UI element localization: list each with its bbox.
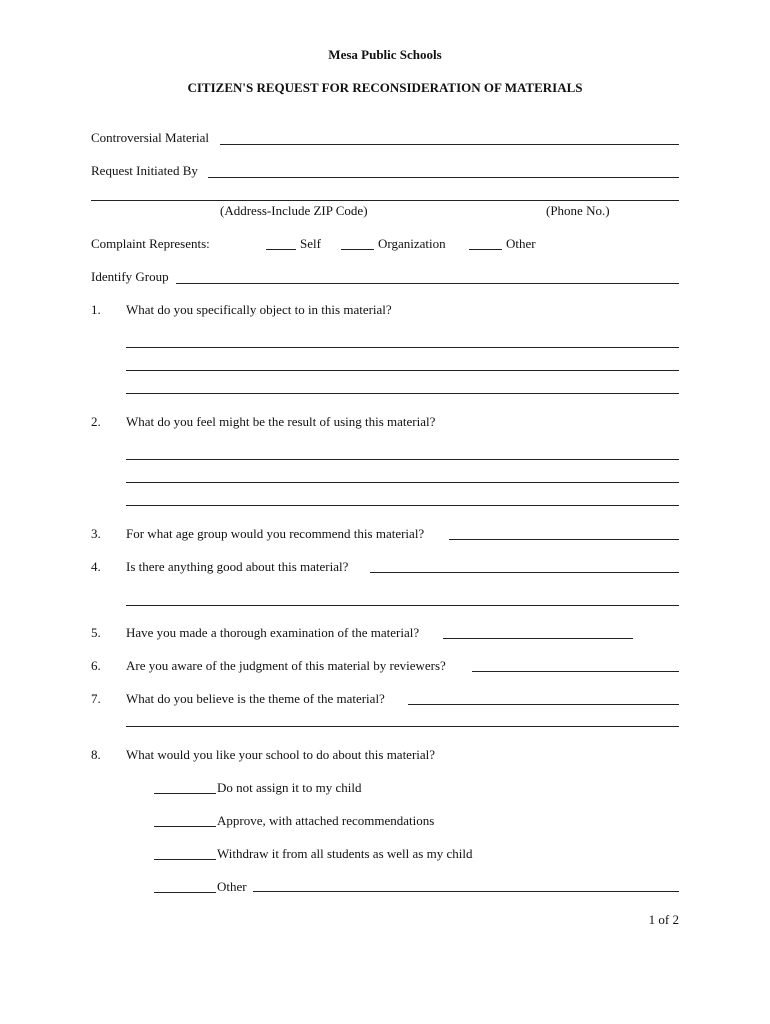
question-number: 6. [91, 658, 101, 673]
choice-check-blank[interactable] [154, 793, 216, 794]
answer-line[interactable] [126, 505, 679, 506]
answer-line[interactable] [443, 638, 633, 639]
request-initiated-by-label: Request Initiated By [91, 163, 198, 178]
request-initiated-by-field[interactable] [208, 177, 679, 178]
question-text: Have you made a thorough examination of the material? [126, 625, 420, 640]
answer-line[interactable] [126, 393, 679, 394]
self-check-blank[interactable] [266, 249, 296, 250]
answer-line[interactable] [126, 482, 679, 483]
identify-group-field[interactable] [176, 283, 679, 284]
choice-label: Withdraw it from all students as well as my child [217, 846, 473, 861]
choice-label: Approve, with attached recommendations [217, 813, 435, 828]
question-number: 5. [91, 625, 101, 640]
answer-line[interactable] [126, 605, 679, 606]
other-choice-field[interactable] [253, 891, 679, 892]
answer-line[interactable] [370, 572, 679, 573]
question-text: What do you feel might be the result of using this material? [126, 414, 436, 429]
question-number: 8. [91, 747, 101, 762]
form-title: CITIZEN'S REQUEST FOR RECONSIDERATION OF MATERIALS [187, 80, 583, 95]
answer-line[interactable] [449, 539, 679, 540]
answer-line[interactable] [126, 726, 679, 727]
question-text: What would you like your school to do about this material? [126, 747, 436, 762]
question-text: Is there anything good about this material? [126, 559, 349, 574]
phone-caption: (Phone No.) [546, 203, 610, 218]
question-number: 7. [91, 691, 101, 706]
question-text: What do you believe is the theme of the material? [126, 691, 385, 706]
complaint-represents-label: Complaint Represents: [91, 236, 210, 251]
choice-label: Do not assign it to my child [217, 780, 362, 795]
answer-line[interactable] [472, 671, 679, 672]
answer-line[interactable] [126, 459, 679, 460]
question-text: Are you aware of the judgment of this material by reviewers? [126, 658, 446, 673]
choice-check-blank[interactable] [154, 826, 216, 827]
organization-option-label: Organization [378, 236, 446, 251]
question-number: 4. [91, 559, 101, 574]
address-phone-field[interactable] [91, 200, 679, 201]
controversial-material-label: Controversial Material [91, 130, 210, 145]
question-number: 2. [91, 414, 101, 429]
choice-label: Other [217, 879, 247, 894]
answer-line[interactable] [126, 347, 679, 348]
self-option-label: Self [300, 236, 321, 251]
choice-check-blank[interactable] [154, 892, 216, 893]
identify-group-label: Identify Group [91, 269, 169, 284]
page-number: 1 of 2 [648, 912, 679, 927]
other-option-label: Other [506, 236, 536, 251]
organization-check-blank[interactable] [341, 249, 374, 250]
other-check-blank[interactable] [469, 249, 502, 250]
question-text: What do you specifically object to in this material? [126, 302, 392, 317]
answer-line[interactable] [126, 370, 679, 371]
answer-line[interactable] [408, 704, 679, 705]
question-text: For what age group would you recommend this material? [126, 526, 425, 541]
address-caption: (Address-Include ZIP Code) [220, 203, 368, 218]
question-number: 1. [91, 302, 101, 317]
controversial-material-field[interactable] [220, 144, 679, 145]
question-number: 3. [91, 526, 101, 541]
school-name: Mesa Public Schools [328, 47, 442, 62]
choice-check-blank[interactable] [154, 859, 216, 860]
